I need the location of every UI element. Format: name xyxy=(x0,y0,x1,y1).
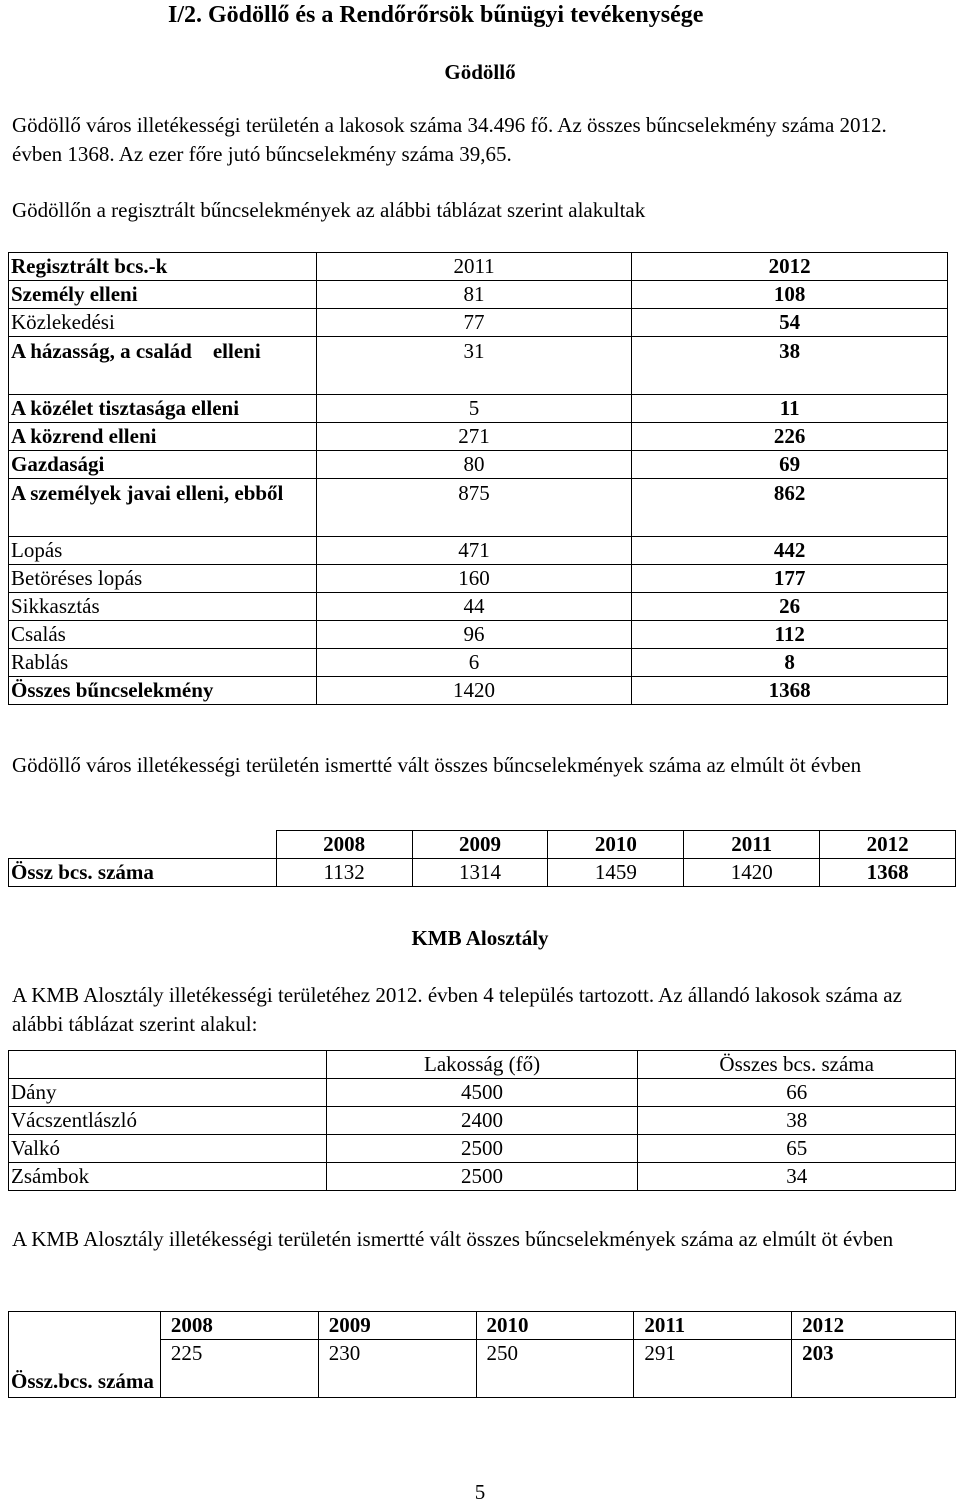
table-row xyxy=(9,859,956,887)
value-2011: 875 xyxy=(316,479,632,537)
value-2012: 226 xyxy=(632,423,948,451)
table-row xyxy=(9,565,948,593)
year-cell: 2010 xyxy=(548,831,684,859)
year-cell: 2009 xyxy=(318,1312,476,1340)
row-label: Lopás xyxy=(9,537,317,565)
table-row xyxy=(9,649,948,677)
row-label: Személy elleni xyxy=(9,281,317,309)
table-header-row xyxy=(9,253,948,281)
value-2011: 160 xyxy=(316,565,632,593)
value-2012: 177 xyxy=(632,565,948,593)
table-row xyxy=(9,621,948,649)
table-header-row xyxy=(9,831,956,859)
year-cell: 2009 xyxy=(412,831,548,859)
page-number: 5 xyxy=(474,1480,486,1504)
row-label: Össz bcs. száma xyxy=(9,859,277,887)
value-2011: 5 xyxy=(316,395,632,423)
value-2011: 271 xyxy=(316,423,632,451)
population-cell: 2500 xyxy=(326,1163,638,1191)
place-cell: Vácszentlászló xyxy=(9,1107,327,1135)
value-2011: 6 xyxy=(316,649,632,677)
value-2012: 1368 xyxy=(632,677,948,705)
value-2012: 69 xyxy=(632,451,948,479)
value-cell: 225 xyxy=(160,1340,318,1398)
row-label: Összes bűncselekmény xyxy=(9,677,317,705)
kmb-five-year-caption: A KMB Alosztály illetékességi területén ismertté vált összes bűncselekmények száma az elmúlt öt évben xyxy=(12,1227,894,1251)
population-cell: 2500 xyxy=(326,1135,638,1163)
table-row xyxy=(9,395,948,423)
value-2011: 77 xyxy=(316,309,632,337)
row-label: Sikkasztás xyxy=(9,593,317,621)
table-row xyxy=(9,677,948,705)
population-table xyxy=(8,1050,956,1191)
five-year-table xyxy=(8,830,956,887)
crimes-cell: 66 xyxy=(638,1079,956,1107)
crimes-cell: 34 xyxy=(638,1163,956,1191)
value-2011: 96 xyxy=(316,621,632,649)
year-cell: 2012 xyxy=(792,1312,956,1340)
row-label: Csalás xyxy=(9,621,317,649)
crimes-cell: 38 xyxy=(638,1107,956,1135)
year-cell: 2008 xyxy=(276,831,412,859)
table-row xyxy=(9,1340,956,1398)
table-row xyxy=(9,1079,956,1107)
table-row xyxy=(9,479,948,537)
value-2012: 38 xyxy=(632,337,948,395)
crime-table-caption: Gödöllőn a regisztrált bűncselekmények az alábbi táblázat szerint alakultak xyxy=(12,198,646,222)
value-cell: 250 xyxy=(476,1340,634,1398)
value-2011: 31 xyxy=(316,337,632,395)
year-cell: 2010 xyxy=(476,1312,634,1340)
value-2011: 44 xyxy=(316,593,632,621)
section-title-kmb: KMB Alosztály xyxy=(411,926,549,950)
row-label: Közlekedési xyxy=(9,309,317,337)
value-cell: 203 xyxy=(792,1340,956,1398)
row-label: A személyek javai elleni, ebből xyxy=(9,479,317,537)
row-label: A közrend elleni xyxy=(9,423,317,451)
row-label: Rablás xyxy=(9,649,317,677)
value-2012: 862 xyxy=(632,479,948,537)
intro-paragraph: Gödöllő város illetékességi területén a lakosok száma 34.496 fő. Az összes bűncselekmény száma 2012. évben 1368. Az ezer főre jutó bűncselekmény száma 39,65. xyxy=(12,113,887,166)
value-2011: 1420 xyxy=(316,677,632,705)
kmb-five-year-table xyxy=(8,1311,956,1398)
table-row xyxy=(9,337,948,395)
table-row xyxy=(9,1135,956,1163)
year-cell: 2012 xyxy=(820,831,956,859)
value-cell: 1459 xyxy=(548,859,684,887)
column-header: Összes bcs. száma xyxy=(638,1051,956,1079)
table-header-row xyxy=(9,1051,956,1079)
year-cell: 2008 xyxy=(160,1312,318,1340)
table-row xyxy=(9,537,948,565)
year-cell: 2011 xyxy=(634,1312,792,1340)
crimes-cell: 65 xyxy=(638,1135,956,1163)
value-2012: 108 xyxy=(632,281,948,309)
table-row xyxy=(9,1163,956,1191)
kmb-intro-paragraph: A KMB Alosztály illetékességi területéhez 2012. évben 4 település tartozott. Az állandó lakosok száma az alábbi táblázat szerint alakul: xyxy=(12,983,902,1036)
value-cell: 1314 xyxy=(412,859,548,887)
population-cell: 4500 xyxy=(326,1079,638,1107)
value-cell: 1132 xyxy=(276,859,412,887)
table-row xyxy=(9,451,948,479)
value-2012: 54 xyxy=(632,309,948,337)
place-cell: Zsámbok xyxy=(9,1163,327,1191)
value-2012: 26 xyxy=(632,593,948,621)
value-2012: 112 xyxy=(632,621,948,649)
place-cell: Dány xyxy=(9,1079,327,1107)
population-cell: 2400 xyxy=(326,1107,638,1135)
value-2012: 442 xyxy=(632,537,948,565)
five-year-caption: Gödöllő város illetékességi területén ismertté vált összes bűncselekmények száma az elmúlt öt évben xyxy=(12,753,862,777)
column-header xyxy=(9,1051,327,1079)
value-2011: 81 xyxy=(316,281,632,309)
row-label: A közélet tisztasága elleni xyxy=(9,395,317,423)
crime-table xyxy=(8,252,948,705)
table-row xyxy=(9,309,948,337)
value-2012: 8 xyxy=(632,649,948,677)
place-cell: Valkó xyxy=(9,1135,327,1163)
year-cell: 2011 xyxy=(684,831,820,859)
value-cell: 230 xyxy=(318,1340,476,1398)
row-label: Betöréses lopás xyxy=(9,565,317,593)
page-heading: I/2. Gödöllő és a Rendőrőrsök bűnügyi tevékenysége xyxy=(168,2,704,28)
column-header: 2012 xyxy=(632,253,948,281)
value-cell: 291 xyxy=(634,1340,792,1398)
column-header: 2011 xyxy=(316,253,632,281)
table-row xyxy=(9,1107,956,1135)
column-header: Lakosság (fő) xyxy=(326,1051,638,1079)
value-2011: 80 xyxy=(316,451,632,479)
section-title-godollo: Gödöllő xyxy=(444,60,516,84)
value-cell: 1368 xyxy=(820,859,956,887)
value-2011: 471 xyxy=(316,537,632,565)
row-label: A házasság, a család elleni xyxy=(9,337,317,395)
table-header-row xyxy=(9,1312,956,1340)
row-label: Gazdasági xyxy=(9,451,317,479)
table-row xyxy=(9,593,948,621)
row-label: Össz.bcs. száma xyxy=(9,1340,161,1398)
value-cell: 1420 xyxy=(684,859,820,887)
table-row xyxy=(9,281,948,309)
column-header: Regisztrált bcs.-k xyxy=(9,253,317,281)
table-row xyxy=(9,423,948,451)
value-2012: 11 xyxy=(632,395,948,423)
